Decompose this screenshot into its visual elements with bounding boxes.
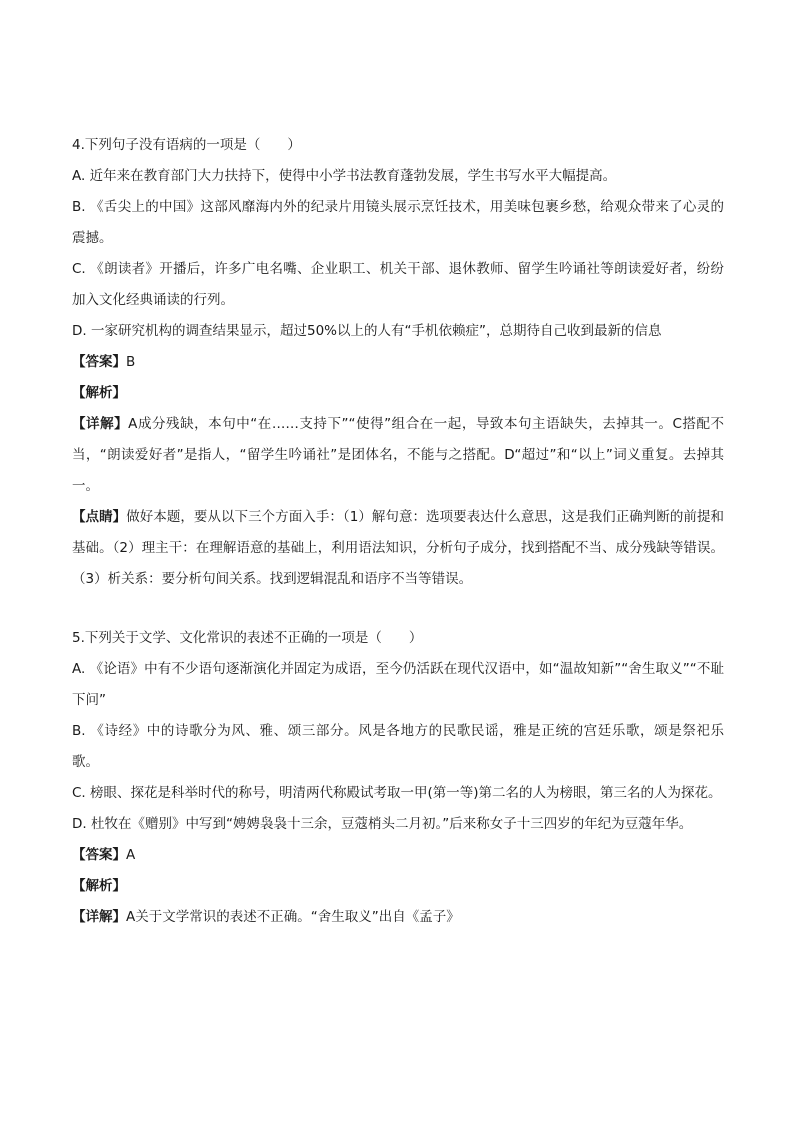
question-4-analysis: [72, 378, 724, 409]
answer-value: A: [126, 847, 136, 863]
question-4-option-d: D. 一家研究机构的调查结果显示，超过50%以上的人有“手机依赖症”，总期待自己收到最新的信息: [72, 323, 662, 339]
question-5-option-b: B. 《诗经》中的诗歌分为风、雅、颂三部分。风是各地方的民歌民谣，雅是正统的宫廷乐歌，颂是祭祀乐歌。: [72, 723, 724, 770]
question-4-answer: [72, 347, 724, 378]
question-5-answer: [72, 840, 724, 871]
analysis-tag: 【解析】: [72, 878, 126, 894]
tip-text: 做好本题，要从以下三个方面入手：（1）解句意：选项要表达什么意思，这是我们正确判断的前提和基础。（2）理主干：在理解语意的基础上，利用语法知识，分析句子成分，找到搭配不当、成分残缺等错误。（3）析关系：要分析句间关系。找到逻辑混乱和语序不当等错误。: [72, 509, 725, 587]
question-5: [72, 623, 724, 933]
question-5-option-d: D. 杜牧在《赠别》中写到“娉娉袅袅十三余，豆蔻梢头二月初。”后来称女子十三四岁的年纪为豆蔻年华。: [72, 816, 693, 832]
question-5-analysis: [72, 871, 724, 902]
question-4-tip: [72, 502, 724, 595]
question-4-option-a: A. 近年来在教育部门大力扶持下，使得中小学书法教育蓬勃发展，学生书写水平大幅提高。: [72, 168, 617, 184]
detail-text: A成分残缺，本句中“在……支持下”“使得”组合在一起，导致本句主语缺失，去掉其一。C搭配不当，“朗读爱好者”是指人，“留学生吟诵社”是团体名，不能与之搭配。D“超过”和“以上”词义重复。去掉其一。: [72, 416, 725, 494]
question-5-detail: [72, 902, 724, 933]
question-4-detail: [72, 409, 724, 502]
answer-tag: 【答案】: [72, 847, 126, 863]
detail-tag: 【详解】: [72, 416, 129, 432]
detail-tag: 【详解】: [72, 909, 126, 925]
detail-text: A关于文学常识的表述不正确。“舍生取义”出自《孟子》: [126, 909, 460, 925]
analysis-tag: 【解析】: [72, 385, 126, 401]
question-5-option-a: A. 《论语》中有不少语句逐渐演化并固定为成语，至今仍活跃在现代汉语中，如“温故知新”“舍生取义”“不耻下问”: [72, 661, 724, 708]
document-page: [72, 130, 724, 933]
question-4-stem: 4.下列句子没有语病的一项是（ ）: [72, 137, 301, 153]
question-5-option-c: C. 榜眼、探花是科举时代的称号，明清两代称殿试考取一甲(第一等)第二名的人为榜眼，第三名的人为探花。: [72, 785, 722, 801]
answer-tag: 【答案】: [72, 354, 126, 370]
answer-value: B: [126, 354, 136, 370]
question-4: [72, 130, 724, 595]
question-4-option-c: C. 《朗读者》开播后，许多广电名嘴、企业职工、机关干部、退休教师、留学生吟诵社等朗读爱好者，纷纷加入文化经典诵读的行列。: [72, 261, 724, 308]
question-4-option-b: B. 《舌尖上的中国》这部风靡海内外的纪录片用镜头展示烹饪技术，用美味包裹乡愁，给观众带来了心灵的震撼。: [72, 199, 724, 246]
question-5-stem: 5.下列关于文学、文化常识的表述不正确的一项是（ ）: [72, 630, 423, 646]
tip-tag: 【点睛】: [72, 509, 127, 525]
